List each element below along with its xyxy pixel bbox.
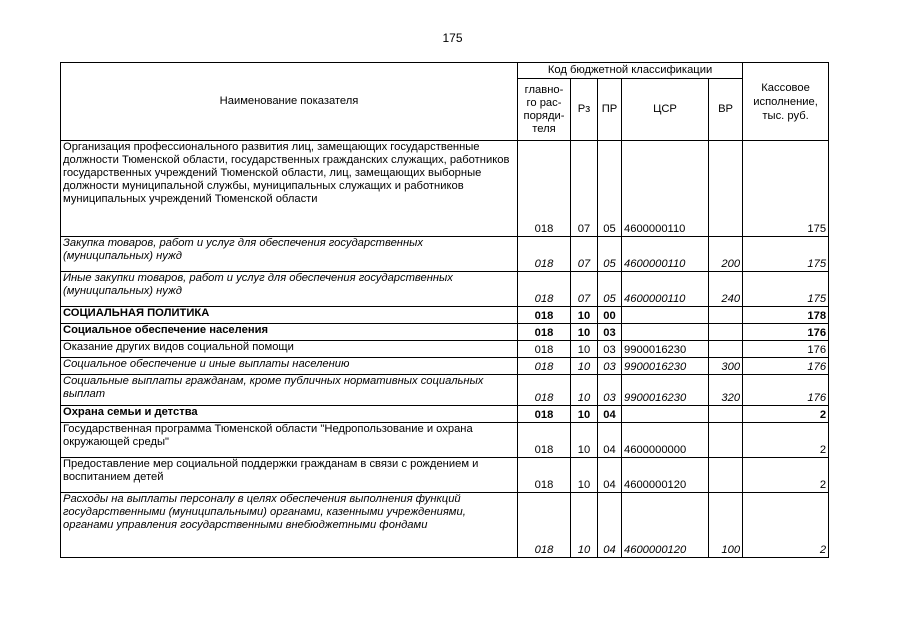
header-manager: главно-го рас-поряди-теля — [518, 79, 571, 141]
row-pr: 03 — [598, 375, 622, 406]
header-name: Наименование показателя — [61, 63, 518, 141]
row-value: 175 — [743, 237, 829, 272]
row-name: СОЦИАЛЬНАЯ ПОЛИТИКА — [61, 307, 518, 324]
row-csr: 9900016230 — [622, 375, 709, 406]
row-name: Государственная программа Тюменской области "Недропользование и охрана окружающей среды" — [61, 423, 518, 458]
row-manager: 018 — [518, 406, 571, 423]
row-manager: 018 — [518, 358, 571, 375]
row-pr: 03 — [598, 324, 622, 341]
row-value: 178 — [743, 307, 829, 324]
row-value: 2 — [743, 423, 829, 458]
row-csr: 4600000120 — [622, 493, 709, 558]
row-manager: 018 — [518, 141, 571, 237]
row-csr: 9900016230 — [622, 341, 709, 358]
table-row — [61, 375, 829, 406]
header-vr: ВР — [709, 79, 743, 141]
row-rz: 10 — [571, 324, 598, 341]
row-manager: 018 — [518, 341, 571, 358]
row-pr: 05 — [598, 237, 622, 272]
row-pr: 05 — [598, 141, 622, 237]
row-vr — [709, 307, 743, 324]
row-vr: 320 — [709, 375, 743, 406]
table-row — [61, 406, 829, 423]
row-name: Закупка товаров, работ и услуг для обеспечения государственных (муниципальных) нужд — [61, 237, 518, 272]
row-manager: 018 — [518, 324, 571, 341]
table-row — [61, 141, 829, 237]
row-name: Социальное обеспечение и иные выплаты населению — [61, 358, 518, 375]
row-name: Социальные выплаты гражданам, кроме публичных нормативных социальных выплат — [61, 375, 518, 406]
row-vr — [709, 406, 743, 423]
row-pr: 04 — [598, 423, 622, 458]
row-vr: 240 — [709, 272, 743, 307]
row-rz: 10 — [571, 458, 598, 493]
table-row — [61, 458, 829, 493]
row-vr — [709, 141, 743, 237]
row-manager: 018 — [518, 423, 571, 458]
table-row — [61, 493, 829, 558]
row-manager: 018 — [518, 375, 571, 406]
row-manager: 018 — [518, 237, 571, 272]
row-csr: 4600000110 — [622, 237, 709, 272]
row-rz: 07 — [571, 237, 598, 272]
table-row — [61, 423, 829, 458]
row-manager: 018 — [518, 272, 571, 307]
table-row — [61, 307, 829, 324]
row-name: Организация профессионального развития лиц, замещающих государственные должности Тюменской области, государственных гражданских служащих, работников государственных учреждений Тюменской области, лиц, замещающих выборные должности муниципальной службы, муниципальных служащих и работников муниципальных учреждений Тюменской области — [61, 141, 518, 237]
row-pr: 04 — [598, 406, 622, 423]
row-rz: 07 — [571, 141, 598, 237]
row-manager: 018 — [518, 307, 571, 324]
row-value: 175 — [743, 141, 829, 237]
row-csr: 9900016230 — [622, 358, 709, 375]
table-row — [61, 237, 829, 272]
table-row — [61, 341, 829, 358]
row-value: 2 — [743, 406, 829, 423]
row-value: 2 — [743, 493, 829, 558]
row-csr — [622, 406, 709, 423]
header-rz: Рз — [571, 79, 598, 141]
row-name: Расходы на выплаты персоналу в целях обеспечения выполнения функций государственными (муниципальными) органами, казенными учреждениями, органами управления государственными внебюджетными фондами — [61, 493, 518, 558]
row-name: Социальное обеспечение населения — [61, 324, 518, 341]
row-rz: 10 — [571, 341, 598, 358]
row-vr: 200 — [709, 237, 743, 272]
row-vr — [709, 423, 743, 458]
row-manager: 018 — [518, 493, 571, 558]
row-rz: 07 — [571, 272, 598, 307]
row-csr — [622, 324, 709, 341]
row-rz: 10 — [571, 375, 598, 406]
row-pr: 03 — [598, 341, 622, 358]
row-value: 176 — [743, 324, 829, 341]
row-csr: 4600000110 — [622, 272, 709, 307]
row-rz: 10 — [571, 358, 598, 375]
row-pr: 03 — [598, 358, 622, 375]
row-rz: 10 — [571, 406, 598, 423]
row-vr — [709, 341, 743, 358]
row-rz: 10 — [571, 493, 598, 558]
table-row — [61, 324, 829, 341]
table-row — [61, 272, 829, 307]
row-name: Предоставление мер социальной поддержки гражданам в связи с рождением и воспитанием детей — [61, 458, 518, 493]
row-csr: 4600000120 — [622, 458, 709, 493]
row-value: 176 — [743, 341, 829, 358]
row-csr — [622, 307, 709, 324]
row-value: 175 — [743, 272, 829, 307]
row-pr: 05 — [598, 272, 622, 307]
header-pr: ПР — [598, 79, 622, 141]
row-vr: 100 — [709, 493, 743, 558]
row-name: Иные закупки товаров, работ и услуг для обеспечения государственных (муниципальных) нужд — [61, 272, 518, 307]
row-name: Оказание других видов социальной помощи — [61, 341, 518, 358]
page-number: 175 — [442, 31, 463, 45]
budget-table — [60, 62, 829, 558]
row-rz: 10 — [571, 423, 598, 458]
row-vr — [709, 324, 743, 341]
row-pr: 04 — [598, 458, 622, 493]
row-csr: 4600000110 — [622, 141, 709, 237]
row-vr: 300 — [709, 358, 743, 375]
row-vr — [709, 458, 743, 493]
row-name: Охрана семьи и детства — [61, 406, 518, 423]
row-pr: 00 — [598, 307, 622, 324]
header-csr: ЦСР — [622, 79, 709, 141]
row-rz: 10 — [571, 307, 598, 324]
row-csr: 4600000000 — [622, 423, 709, 458]
row-manager: 018 — [518, 458, 571, 493]
row-pr: 04 — [598, 493, 622, 558]
row-value: 176 — [743, 375, 829, 406]
row-value: 176 — [743, 358, 829, 375]
header-execution: Кассовое исполнение, тыс. руб. — [743, 63, 829, 141]
table-row — [61, 358, 829, 375]
header-budget-code: Код бюджетной классификации — [518, 63, 743, 79]
row-value: 2 — [743, 458, 829, 493]
